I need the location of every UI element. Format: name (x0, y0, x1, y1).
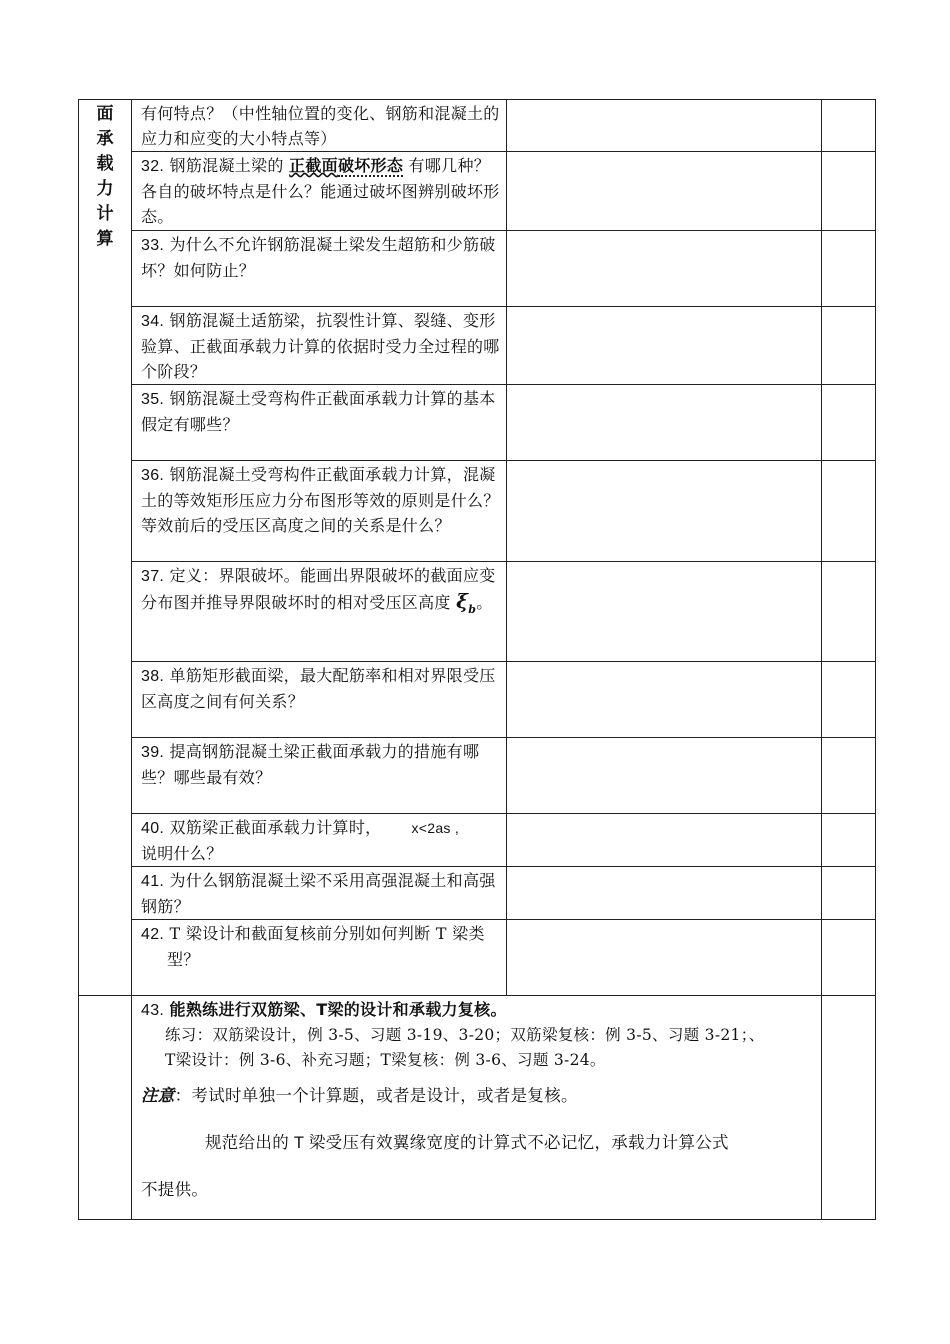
question-text: T 梁设计和截面复核前分别如何判断 T 梁类型？ (167, 924, 485, 969)
section-char: 力 (96, 179, 114, 199)
remark-cell (822, 920, 876, 996)
remark-cell (822, 307, 876, 385)
question-number: 39. (141, 744, 165, 761)
question-text: 钢筋混凝土受弯构件正截面承载力计算，混凝土的等效矩形压应力分布图形等效的原则是什么？等效前后的受压区高度之间的关系是什么？ (141, 465, 500, 535)
remark-cell (822, 867, 876, 920)
question-cell (132, 307, 507, 385)
question-38 (132, 662, 506, 714)
question-cell (132, 385, 507, 461)
question-number: 35. (141, 391, 165, 408)
question-43 (132, 996, 821, 1203)
question-number: 33. (141, 237, 165, 254)
remark-cell (822, 385, 876, 461)
question-number: 38. (141, 668, 165, 685)
question-table (78, 99, 876, 1220)
section-char: 承 (96, 129, 114, 149)
question-cell (132, 814, 507, 867)
question-31-continued: 有何特点？（中性轴位置的变化、钢筋和混凝土的应力和应变的大小特点等） (141, 104, 500, 148)
remark-cell (822, 100, 876, 152)
question-39 (132, 738, 506, 790)
question-cell (132, 662, 507, 738)
section-label-cell (79, 996, 132, 1220)
remark-cell (822, 562, 876, 662)
answer-cell (507, 562, 822, 662)
symbol-subscript: b (468, 603, 477, 616)
question-text: 双筋梁正截面承载力计算时， (169, 818, 382, 837)
answer-cell (507, 814, 822, 867)
question-42 (132, 920, 506, 972)
question-34 (132, 307, 506, 384)
question-number: 36. (141, 467, 165, 484)
question-cell (132, 231, 507, 307)
question-text: 钢筋混凝土梁的 (169, 156, 290, 175)
spec-note-cont: 不提供。 (141, 1181, 209, 1199)
question-number: 34. (141, 313, 165, 330)
question-cell-wide (132, 996, 822, 1220)
section-char: 计 (96, 204, 114, 224)
question-cell (132, 920, 507, 996)
emphasis-text: 正截面 (289, 156, 338, 175)
question-36 (132, 461, 506, 538)
question-text: 。 (476, 593, 493, 612)
question-number: 37. (141, 568, 165, 585)
formula: x<2as , (411, 820, 460, 836)
practice-text: T梁设计：例 3-6、补充习题；T梁复核：例 3-6、习题 3-24。 (165, 1051, 606, 1069)
question-text: 说明什么？ (141, 844, 223, 863)
question-37 (132, 562, 506, 622)
question-text: 为什么不允许钢筋混凝土梁发生超筋和少筋破坏？如何防止？ (141, 235, 496, 280)
section-char: 算 (96, 229, 114, 249)
question-number: 40. (141, 820, 165, 837)
answer-cell (507, 662, 822, 738)
question-title: 能熟练进行双筋梁、T梁的设计和承载力复核。 (169, 1000, 507, 1019)
question-number: 43. (141, 1002, 165, 1019)
question-text: 钢筋混凝土适筋梁，抗裂性计算、裂缝、变形验算、正截面承载力计算的依据时受力全过程的哪个阶段？ (141, 311, 500, 381)
section-label (79, 100, 131, 252)
exam-note (141, 1083, 815, 1109)
question-text: 有哪几种？各自的破坏特点是什么？能通过破坏图辨别破坏形态。 (141, 156, 500, 226)
question-text: 提高钢筋混凝土梁正截面承载力的措施有哪些？哪些最有效？ (141, 742, 480, 787)
section-char: 面 (96, 104, 114, 124)
emphasis-text: 破坏形态 (337, 156, 404, 175)
answer-cell (507, 461, 822, 562)
question-number: 32. (141, 158, 165, 175)
question-text: 单筋矩形截面梁，最大配筋率和相对界限受压区高度之间有何关系？ (141, 666, 496, 711)
question-32 (132, 152, 506, 229)
question-text: 钢筋混凝土受弯构件正截面承载力计算的基本假定有哪些？ (141, 389, 496, 434)
answer-cell (507, 867, 822, 920)
question-text: 为什么钢筋混凝土梁不采用高强混凝土和高强钢筋？ (141, 871, 496, 916)
question-cell (132, 738, 507, 814)
remark-cell (822, 996, 876, 1220)
question-41 (132, 867, 506, 919)
note-label: 注意 (141, 1086, 175, 1105)
remark-cell (822, 814, 876, 867)
question-cell (132, 562, 507, 662)
symbol-text: ξ (456, 589, 469, 613)
answer-cell (507, 385, 822, 461)
question-cell (132, 867, 507, 920)
answer-cell (507, 307, 822, 385)
spec-note: 规范给出的 T 梁受压有效翼缘宽度的计算式不必记忆，承载力计算公式 (205, 1134, 729, 1152)
question-35 (132, 385, 506, 437)
answer-cell (507, 100, 822, 152)
note-text: ：考试时单独一个计算题，或者是设计，或者是复核。 (174, 1087, 578, 1105)
question-text: 定义：界限破坏。能画出界限破坏的截面应变分布图并推导界限破坏时的相对受压区高度 (141, 566, 496, 612)
remark-cell (822, 152, 876, 231)
answer-cell (507, 738, 822, 814)
answer-cell (507, 152, 822, 231)
section-char: 载 (96, 154, 114, 174)
practice-text: 练习：双筋梁设计，例 3-5、习题 3-19、3-20；双筋梁复核：例 3-5、习题 3-21；、 (165, 1026, 765, 1044)
xi-b-symbol (456, 589, 477, 616)
remark-cell (822, 231, 876, 307)
question-cell (132, 100, 507, 152)
answer-cell (507, 231, 822, 307)
remark-cell (822, 461, 876, 562)
remark-cell (822, 738, 876, 814)
section-label-cell (79, 100, 132, 996)
answer-cell (507, 920, 822, 996)
question-cell (132, 461, 507, 562)
question-cell (132, 152, 507, 231)
question-33 (132, 231, 506, 283)
question-number: 42. (141, 926, 165, 943)
question-40 (132, 814, 506, 866)
question-number: 41. (141, 873, 165, 890)
remark-cell (822, 662, 876, 738)
